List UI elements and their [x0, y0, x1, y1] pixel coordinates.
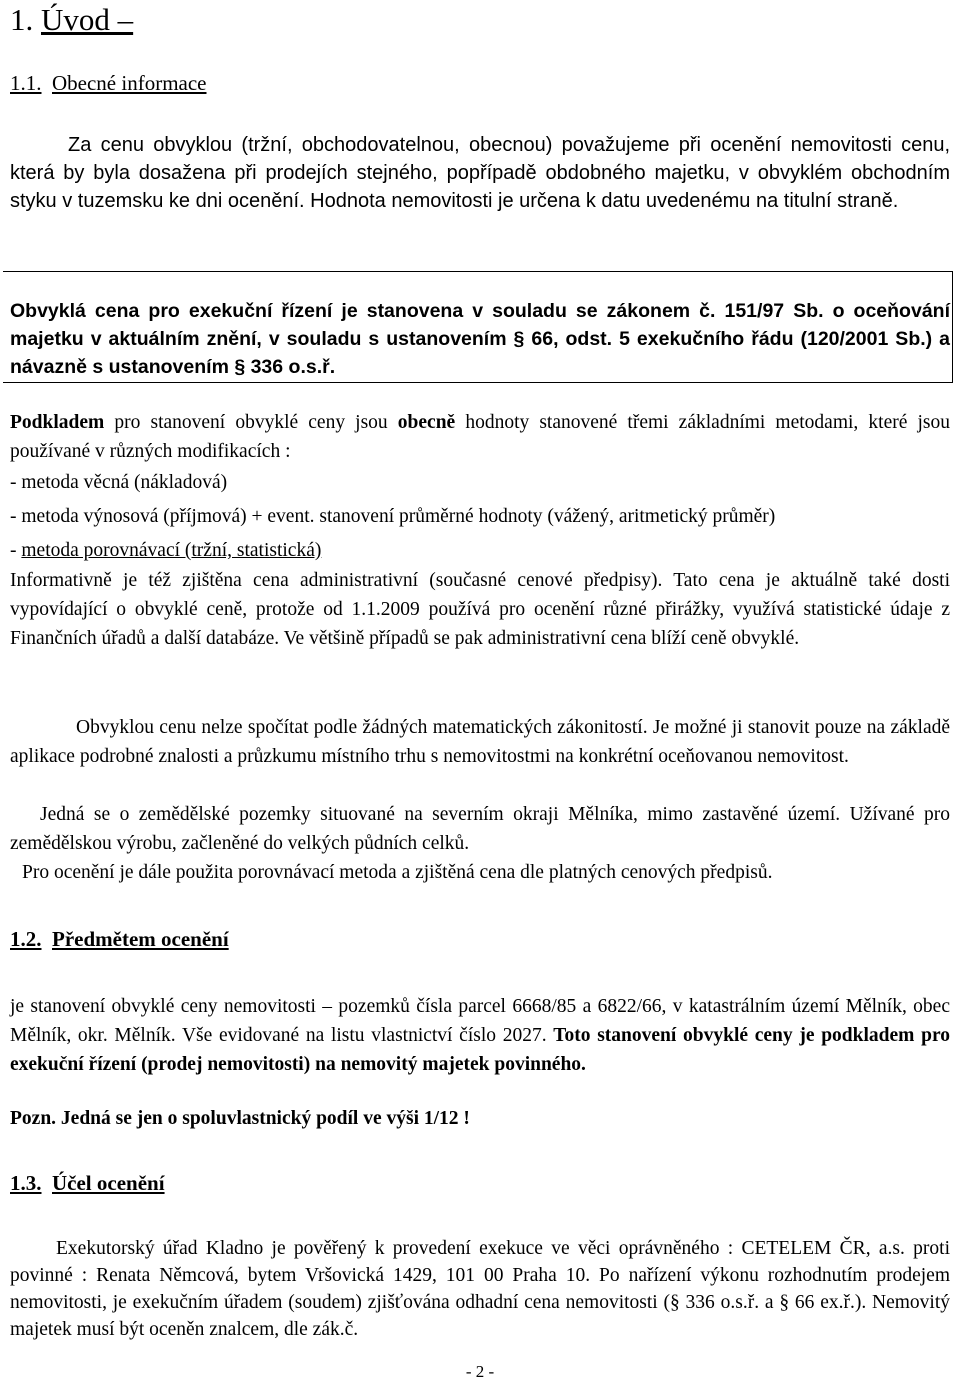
- section-heading-1-3: [10, 1171, 165, 1196]
- method-item-3-text: metoda porovnávací (tržní, statistická): [21, 540, 322, 561]
- text-span: pro stanovení obvyklé ceny jsou: [104, 412, 398, 433]
- paragraph-subject: [10, 992, 950, 1079]
- section-heading-1-2: [10, 927, 229, 952]
- list-dash: -: [10, 540, 22, 561]
- subject-text: je stanovení obvyklé ceny nemovitosti – pozemků čísla parcel 6668/85 a 6822/66, v katastrálním území Mělník, obec Mělník, okr. Mělník. Vše evidované na listu vlastnictví číslo 2027.: [10, 996, 950, 1046]
- section-heading-1-1: [10, 71, 207, 96]
- chapter-title: Úvod –: [41, 2, 134, 37]
- note-share: Pozn. Jedná se jen o spoluvlastnický podíl ve výši 1/12 !: [10, 1108, 470, 1129]
- chapter-number: 1.: [10, 2, 34, 37]
- method-item-1: - metoda věcná (nákladová): [10, 472, 228, 493]
- method-item-2: - metoda výnosová (příjmová) + event. stanovení průměrné hodnoty (vážený, aritmetický průměr): [10, 506, 776, 527]
- subject-bold-text: Toto stanovení obvyklé ceny je podkladem pro exekuční řízení (prodej nemovitosti) na nemovitý majetek povinného.: [10, 1025, 950, 1075]
- text-span: hodnoty stanovené třemi základními metodami, které jsou používané v různých modifikacích :: [10, 412, 950, 462]
- section-number: 1.3.: [10, 1171, 42, 1195]
- paragraph-administrative-price: Informativně je též zjištěna cena administrativní (současné cenové předpisy). Tato cena je aktuálně také dosti vypovídající o obvyklé ceně, protože od 1.1.2009 používá pro ocenění různé přirážky, využívá statistické údaje z Finančních úřadů a další databáze. Ve většině případů se pak administrativní cena blíží ceně obvyklé.: [10, 570, 950, 649]
- legal-basis-text: Obvyklá cena pro exekuční řízení je stanovena v souladu se zákonem č. 151/97 Sb. o oceňování majetku v aktuálním znění, v souladu s ustanovením § 66, odst. 5 exekučního řádu (120/2001 Sb.) a návazně s ustanovením § 336 o.s.ř.: [10, 300, 950, 378]
- bold-obecne: obecně: [397, 412, 456, 433]
- section-title: Obecné informace: [52, 71, 207, 95]
- paragraph-definition: Za cenu obvyklou (tržní, obchodovatelnou, obecnou) považujeme při ocenění nemovitosti cenu, která by byla dosažena při prodejích stejného, popřípadě obdobného majetku, v obvyklém obchodním styku v tuzemsku ke dni ocenění. Hodnota nemovitosti je určena k datu uvedenému na titulní straně.: [10, 134, 950, 212]
- bold-podkladem: Podkladem: [10, 412, 105, 433]
- paragraph-purpose: Exekutorský úřad Kladno je pověřený k provedení exekuce ve věci oprávněného : CETELEM ČR, a.s. proti povinné : Renata Němcová, bytem Vršovická 1429, 101 00 Praha 10. Po nařízení výkonu rozhodnutím prodejem nemovitosti, je exekučním úřadem (soudem) zjišťována odhadní cena nemovitosti (§ 336 o.s.ř. a § 66 ex.ř.). Nemovitý majetek musí být oceněn znalcem, dle zák.č.: [10, 1238, 950, 1340]
- section-number: 1.1.: [10, 71, 42, 95]
- paragraph-methods-intro: [10, 408, 950, 466]
- paragraph-location: Jedná se o zemědělské pozemky situované na severním okraji Mělníka, mimo zastavěné území. Užívané pro zemědělskou výrobu, začleněné do velkých půdních celků.: [10, 804, 950, 854]
- page-number: - 2 -: [465, 1362, 495, 1381]
- method-item-3: [10, 536, 321, 565]
- paragraph-comparison-method: Pro ocenění je dále použita porovnávací metoda a zjištěná cena dle platných cenových předpisů.: [22, 862, 773, 883]
- section-number: 1.2.: [10, 927, 42, 951]
- section-title: Předmětem ocenění: [52, 927, 229, 951]
- paragraph-no-math: Obvyklou cenu nelze spočítat podle žádných matematických zákonitostí. Je možné ji stanovit pouze na základě aplikace podrobné znalosti a průzkumu místního trhu s nemovitostmi na konkrétní oceňovanou nemovitost.: [10, 717, 950, 767]
- chapter-heading: [10, 2, 133, 38]
- section-title: Účel ocenění: [52, 1171, 165, 1195]
